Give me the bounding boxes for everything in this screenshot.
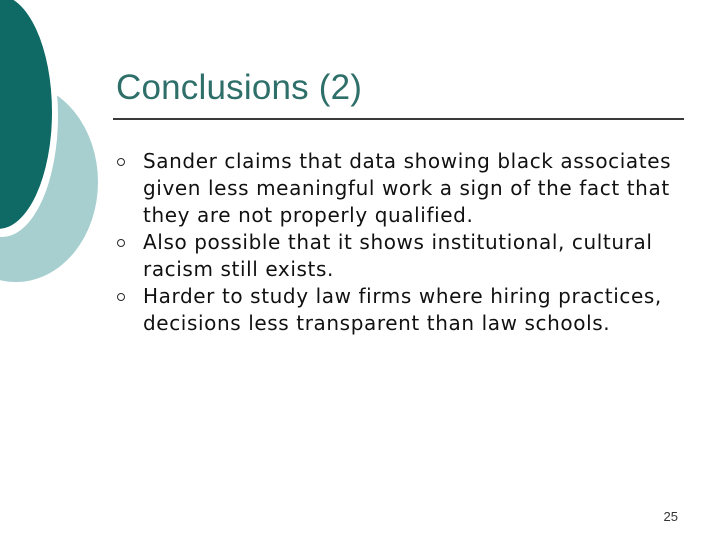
slide-title: Conclusions (2) [116,68,363,107]
bullet-item [143,229,693,283]
bullet-list [143,148,693,337]
page-number: 25 [663,509,678,524]
hollow-circle-icon [117,158,125,166]
hollow-circle-icon [117,293,125,301]
bullet-text: Also possible that it shows institutional, cultural racism still exists. [143,230,653,281]
bullet-item [143,148,693,229]
bullet-text: Harder to study law firms where hiring practices, decisions less transparent than law schools. [143,284,662,335]
hollow-circle-icon [117,239,125,247]
decorative-circles [0,0,120,300]
bullet-item [143,283,693,337]
title-divider [113,118,684,120]
bullet-text: Sander claims that data showing black associates given less meaningful work a sign of the fact that they are not properly qualified. [143,149,672,227]
